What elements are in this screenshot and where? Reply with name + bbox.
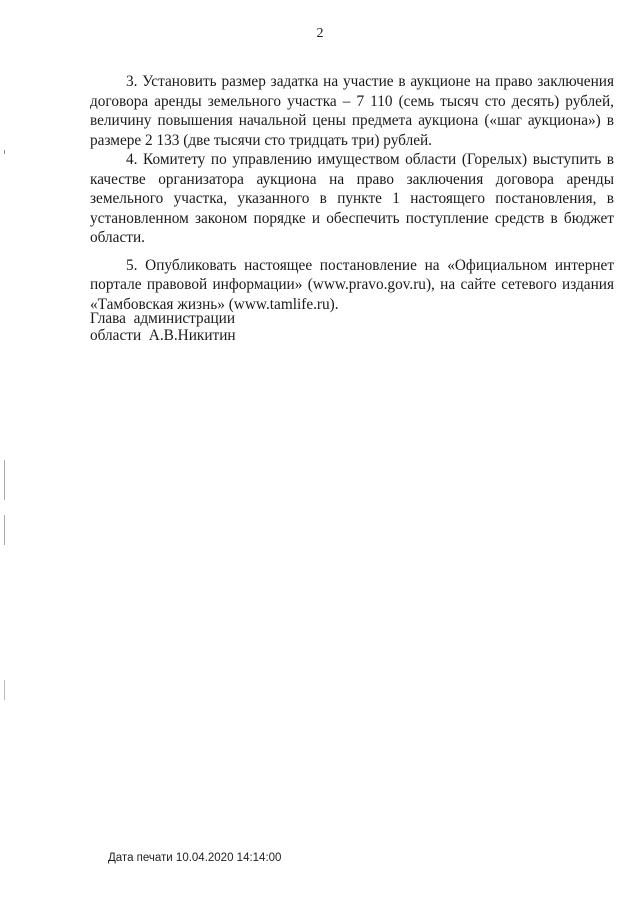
signature-block (90, 310, 236, 344)
page-number: 2 (316, 26, 324, 41)
document-body (90, 72, 614, 314)
scan-artifact (4, 150, 5, 154)
print-date: Дата печати 10.04.2020 14:14:00 (108, 852, 282, 864)
scan-artifact (4, 515, 5, 545)
paragraph-3: 3. Установить размер задатка на участие в аукционе на право заключения договора аренды земельного участка – 7 110 (семь тысяч сто десять) рублей, величину повышения начальной цены предмета аукциона («шаг аукциона») в размере 2 133 (две тысячи сто тридцать три) рублей. (90, 73, 614, 149)
scan-artifact (4, 680, 5, 700)
scan-artifact (4, 460, 5, 500)
signature-title: Глава администрации (90, 310, 236, 327)
signature-name: области А.В.Никитин (90, 327, 236, 344)
paragraph-4: 4. Комитету по управлению имуществом области (Горелых) выступить в качестве организатора аукциона на право заключения договора аренды земельного участка, указанного в пункте 1 настоящего постановления, в установленном законом порядке и обеспечить поступление средств в бюджет области. (90, 151, 614, 246)
paragraph-5: 5. Опубликовать настоящее постановление на «Официальном интернет портале правовой информации» (www.pravo.gov.ru), на сайте сетевого издания «Тамбовская жизнь» (www.tamlife.ru). (90, 256, 614, 313)
